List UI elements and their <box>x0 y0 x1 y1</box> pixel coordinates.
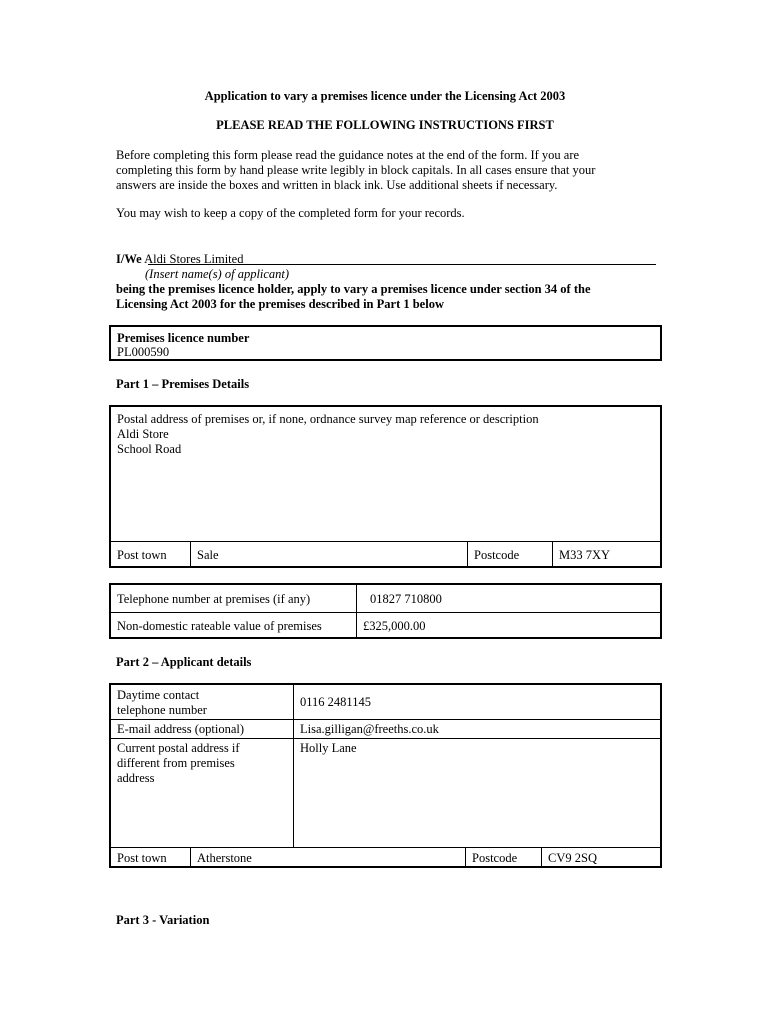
rateable-value[interactable]: £325,000.00 <box>363 619 426 633</box>
current-address-label-line: different from premises <box>117 756 235 770</box>
licence-number-value[interactable]: PL000590 <box>117 345 170 359</box>
applicant-statement <box>116 282 656 312</box>
applicant-postcode-value[interactable]: CV9 2SQ <box>548 851 597 865</box>
part2-heading: Part 2 – Applicant details <box>116 655 252 669</box>
daytime-phone-label-line: telephone number <box>117 703 207 717</box>
applicant-postcode-label: Postcode <box>472 851 518 865</box>
form-title: Application to vary a premises licence under the Licensing Act 2003 <box>204 89 566 103</box>
statement-line: being the premises licence holder, apply to vary a premises licence under section 34 of the <box>116 282 591 296</box>
premises-telephone-value[interactable]: 01827 710800 <box>370 592 442 606</box>
licence-number-label: Premises licence number <box>117 331 250 345</box>
applicant-post-town-value[interactable]: Atherstone <box>197 851 252 865</box>
row-divider <box>111 738 660 739</box>
daytime-phone-value[interactable]: 0116 2481145 <box>300 695 371 709</box>
insert-name-hint: (Insert name(s) of applicant) <box>145 267 290 281</box>
cell-divider <box>356 585 357 612</box>
applicant-post-town-label: Post town <box>117 851 167 865</box>
row-divider <box>111 612 660 613</box>
daytime-phone-label-line: Daytime contact <box>117 688 200 702</box>
part3-heading: Part 3 - Variation <box>116 913 210 927</box>
applicant-name-underline <box>148 264 656 265</box>
current-address-label-line: address <box>117 771 155 785</box>
post-town-row-divider <box>111 541 660 542</box>
current-address-value[interactable]: Holly Lane <box>300 741 357 755</box>
rateable-value-label: Non-domestic rateable value of premises <box>117 619 322 633</box>
statement-line: Licensing Act 2003 for the premises described in Part 1 below <box>116 297 444 311</box>
email-label: E-mail address (optional) <box>117 722 245 736</box>
current-address-label-line: Current postal address if <box>117 741 240 755</box>
premises-address-line[interactable]: School Road <box>117 442 182 456</box>
intro-line: answers are inside the boxes and written in black ink. Use additional sheets if necessary. <box>116 178 558 192</box>
postcode-label: Postcode <box>474 548 520 562</box>
daytime-phone-label <box>111 688 213 718</box>
email-value[interactable]: Lisa.gilligan@freeths.co.uk <box>300 722 439 736</box>
row-divider <box>111 847 660 848</box>
intro-line: completing this form by hand please write legibly in block capitals. In all cases ensure that your <box>116 163 596 177</box>
records-note: You may wish to keep a copy of the completed form for your records. <box>116 206 465 220</box>
part1-heading: Part 1 – Premises Details <box>116 377 250 391</box>
intro-paragraph <box>116 148 656 193</box>
applicant-name[interactable]: Aldi Stores Limited <box>144 252 244 266</box>
post-town-value[interactable]: Sale <box>197 548 219 562</box>
post-town-label: Post town <box>117 548 167 562</box>
premises-telephone-label: Telephone number at premises (if any) <box>117 592 311 606</box>
iwe-label: I/We <box>116 252 142 266</box>
licence-number-box <box>109 325 662 361</box>
premises-address-box <box>109 405 662 568</box>
intro-line: Before completing this form please read the guidance notes at the end of the form. If you are <box>116 148 580 162</box>
row-divider <box>111 719 660 720</box>
instructions-heading: PLEASE READ THE FOLLOWING INSTRUCTIONS FIRST <box>216 118 554 132</box>
postcode-value[interactable]: M33 7XY <box>559 548 611 562</box>
applicant-details-box <box>109 683 662 868</box>
premises-address-label: Postal address of premises or, if none, ordnance survey map reference or description <box>117 412 539 426</box>
current-address-label <box>111 741 246 786</box>
telephone-rateable-box <box>109 583 662 639</box>
premises-address-line[interactable]: Aldi Store <box>117 427 169 441</box>
